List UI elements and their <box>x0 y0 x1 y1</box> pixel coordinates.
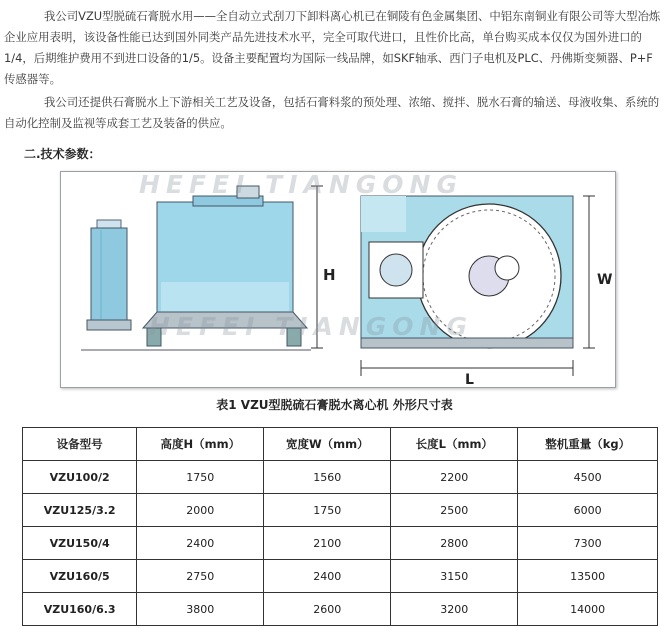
table-row <box>23 593 658 626</box>
header-length: 长度L（mm） <box>391 428 518 461</box>
table-caption: 表1 VZU型脱硫石膏脱水离心机 外形尺寸表 <box>216 398 453 412</box>
cell-width: 1560 <box>264 461 391 494</box>
cell-weight: 7300 <box>518 527 658 560</box>
intro-paragraph-2: 我公司还提供石膏脱水上下游相关工艺及设备，包括石膏料浆的预处理、浓缩、搅拌、脱水石膏的输送、母液收集、系统的自动化控制及监视等成套工艺及装备的供应。 <box>4 95 660 130</box>
dimension-w-label: W <box>597 272 613 288</box>
cell-length: 2500 <box>391 494 518 527</box>
cell-height: 2750 <box>137 560 264 593</box>
cell-model: VZU150/4 <box>23 527 137 560</box>
table-row <box>23 494 658 527</box>
dimension-table <box>22 427 658 626</box>
cell-weight: 13500 <box>518 560 658 593</box>
cell-weight: 14000 <box>518 593 658 626</box>
cell-weight: 6000 <box>518 494 658 527</box>
cell-model: VZU100/2 <box>23 461 137 494</box>
table-header-row <box>23 428 658 461</box>
cell-width: 2400 <box>264 560 391 593</box>
table-row <box>23 560 658 593</box>
dimension-l-label: L <box>465 372 474 387</box>
cell-height: 2000 <box>137 494 264 527</box>
cell-model: VZU125/3.2 <box>23 494 137 527</box>
cell-length: 2800 <box>391 527 518 560</box>
watermark-top: HEFEI TIANGONG <box>139 171 464 199</box>
cell-model: VZU160/6.3 <box>23 593 137 626</box>
watermark-bottom: HEFEI TIANGONG <box>149 312 474 341</box>
cell-height: 1750 <box>137 461 264 494</box>
cell-weight: 4500 <box>518 461 658 494</box>
header-width: 宽度W（mm） <box>264 428 391 461</box>
cell-height: 3800 <box>137 593 264 626</box>
cell-height: 2400 <box>137 527 264 560</box>
table-row <box>23 527 658 560</box>
cell-length: 3150 <box>391 560 518 593</box>
cell-width: 2600 <box>264 593 391 626</box>
header-model: 设备型号 <box>23 428 137 461</box>
intro-paragraph-1: 我公司VZU型脱硫石膏脱水用——全自动立式刮刀下卸料离心机已在铜陵有色金属集团、中铝东南铜业有限公司等大型冶炼企业应用表明，该设备性能已达到国外同类产品先进技术水平，完全可取代进口，且性价比高，单台购买成本仅仅为国外进口的1/4，后期维护费用不到进口设备的1/5。设备主要配置均为国际一线品牌，如SKF轴承、西门子电机及PLC、丹佛斯变频器、P+F传感器等。 <box>4 9 661 86</box>
centrifuge-drawing <box>60 171 616 388</box>
cell-length: 2200 <box>391 461 518 494</box>
header-height: 高度H（mm） <box>137 428 264 461</box>
cell-width: 2100 <box>264 527 391 560</box>
header-weight: 整机重量（kg） <box>518 428 658 461</box>
cell-model: VZU160/5 <box>23 560 137 593</box>
section-title: 二.技术参数： <box>24 147 101 161</box>
table-row <box>23 461 658 494</box>
dimension-h-label: H <box>323 266 336 284</box>
side-view <box>81 186 323 350</box>
cell-length: 3200 <box>391 593 518 626</box>
centrifuge-illustration <box>61 172 615 387</box>
cell-width: 1750 <box>264 494 391 527</box>
top-view <box>361 196 595 376</box>
